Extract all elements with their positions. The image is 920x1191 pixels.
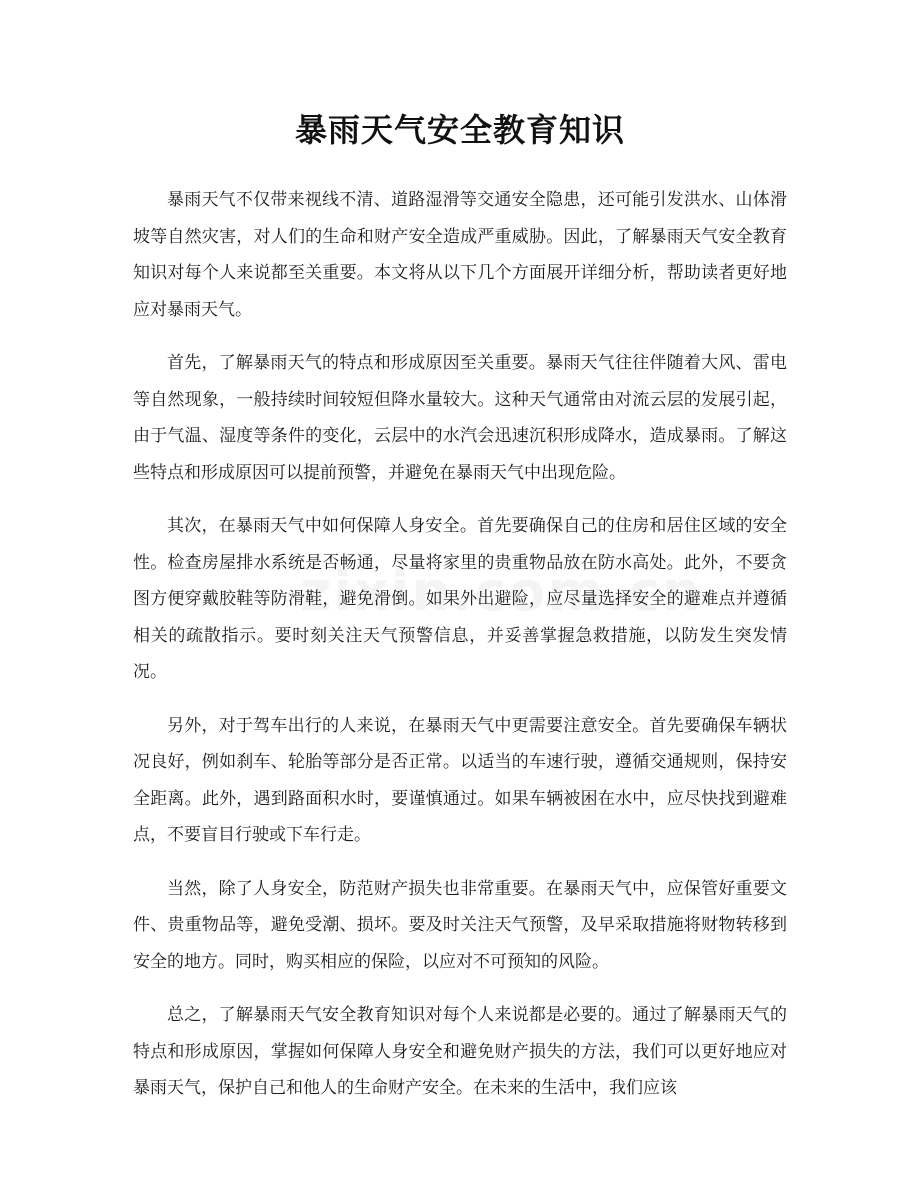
paragraph-intro: 暴雨天气不仅带来视线不清、道路湿滑等交通安全隐患，还可能引发洪水、山体滑坡等自然灾害，对人们的生命和财产安全造成严重威胁。因此，了解暴雨天气安全教育知识对每个人来说都至关重要。本文将从以下几个方面展开详细分析，帮助读者更好地应对暴雨天气。 xyxy=(133,190,787,320)
paragraph-personal-safety: 其次，在暴雨天气中如何保障人身安全。首先要确保自己的住房和居住区域的安全性。检查房屋排水系统是否畅通，尽量将家里的贵重物品放在防水高处。此外，不要贪图方便穿戴胶鞋等防滑鞋，避免滑倒。如果外出避险，应尽量选择安全的避难点并遵循相关的疏散指示。要时刻关注天气预警信息，并妥善掌握急救措施，以防发生突发情况。 xyxy=(133,516,787,682)
document-body xyxy=(133,182,787,1124)
document-title: 暴雨天气安全教育知识 xyxy=(294,111,625,149)
paragraph-characteristics: 首先，了解暴雨天气的特点和形成原因至关重要。暴雨天气往往伴随着大风、雷电等自然现象，一般持续时间较短但降水量较大。这种天气通常由对流云层的发展引起，由于气温、湿度等条件的变化，云层中的水汽会迅速沉积形成降水，造成暴雨。了解这些特点和形成原因可以提前预警，并避免在暴雨天气中出现危险。 xyxy=(133,353,787,483)
paragraph-property-protection: 当然，除了人身安全，防范财产损失也非常重要。在暴雨天气中，应保管好重要文件、贵重物品等，避免受潮、损坏。要及时关注天气预警，及早采取措施将财物转移到安全的地方。同时，购买相应的保险，以应对不可预知的风险。 xyxy=(133,878,787,972)
paragraph-conclusion: 总之，了解暴雨天气安全教育知识对每个人来说都是必要的。通过了解暴雨天气的特点和形成原因，掌握如何保障人身安全和避免财产损失的方法，我们可以更好地应对暴雨天气，保护自己和他人的生命财产安全。在未来的生活中，我们应该 xyxy=(133,1005,787,1098)
paragraph-driving-safety: 另外，对于驾车出行的人来说，在暴雨天气中更需要注意安全。首先要确保车辆状况良好，例如刹车、轮胎等部分是否正常。以适当的车速行驶，遵循交通规则，保持安全距离。此外，遇到路面积水时，要谨慎通过。如果车辆被困在水中，应尽快找到避难点，不要盲目行驶或下车行走。 xyxy=(133,715,787,845)
